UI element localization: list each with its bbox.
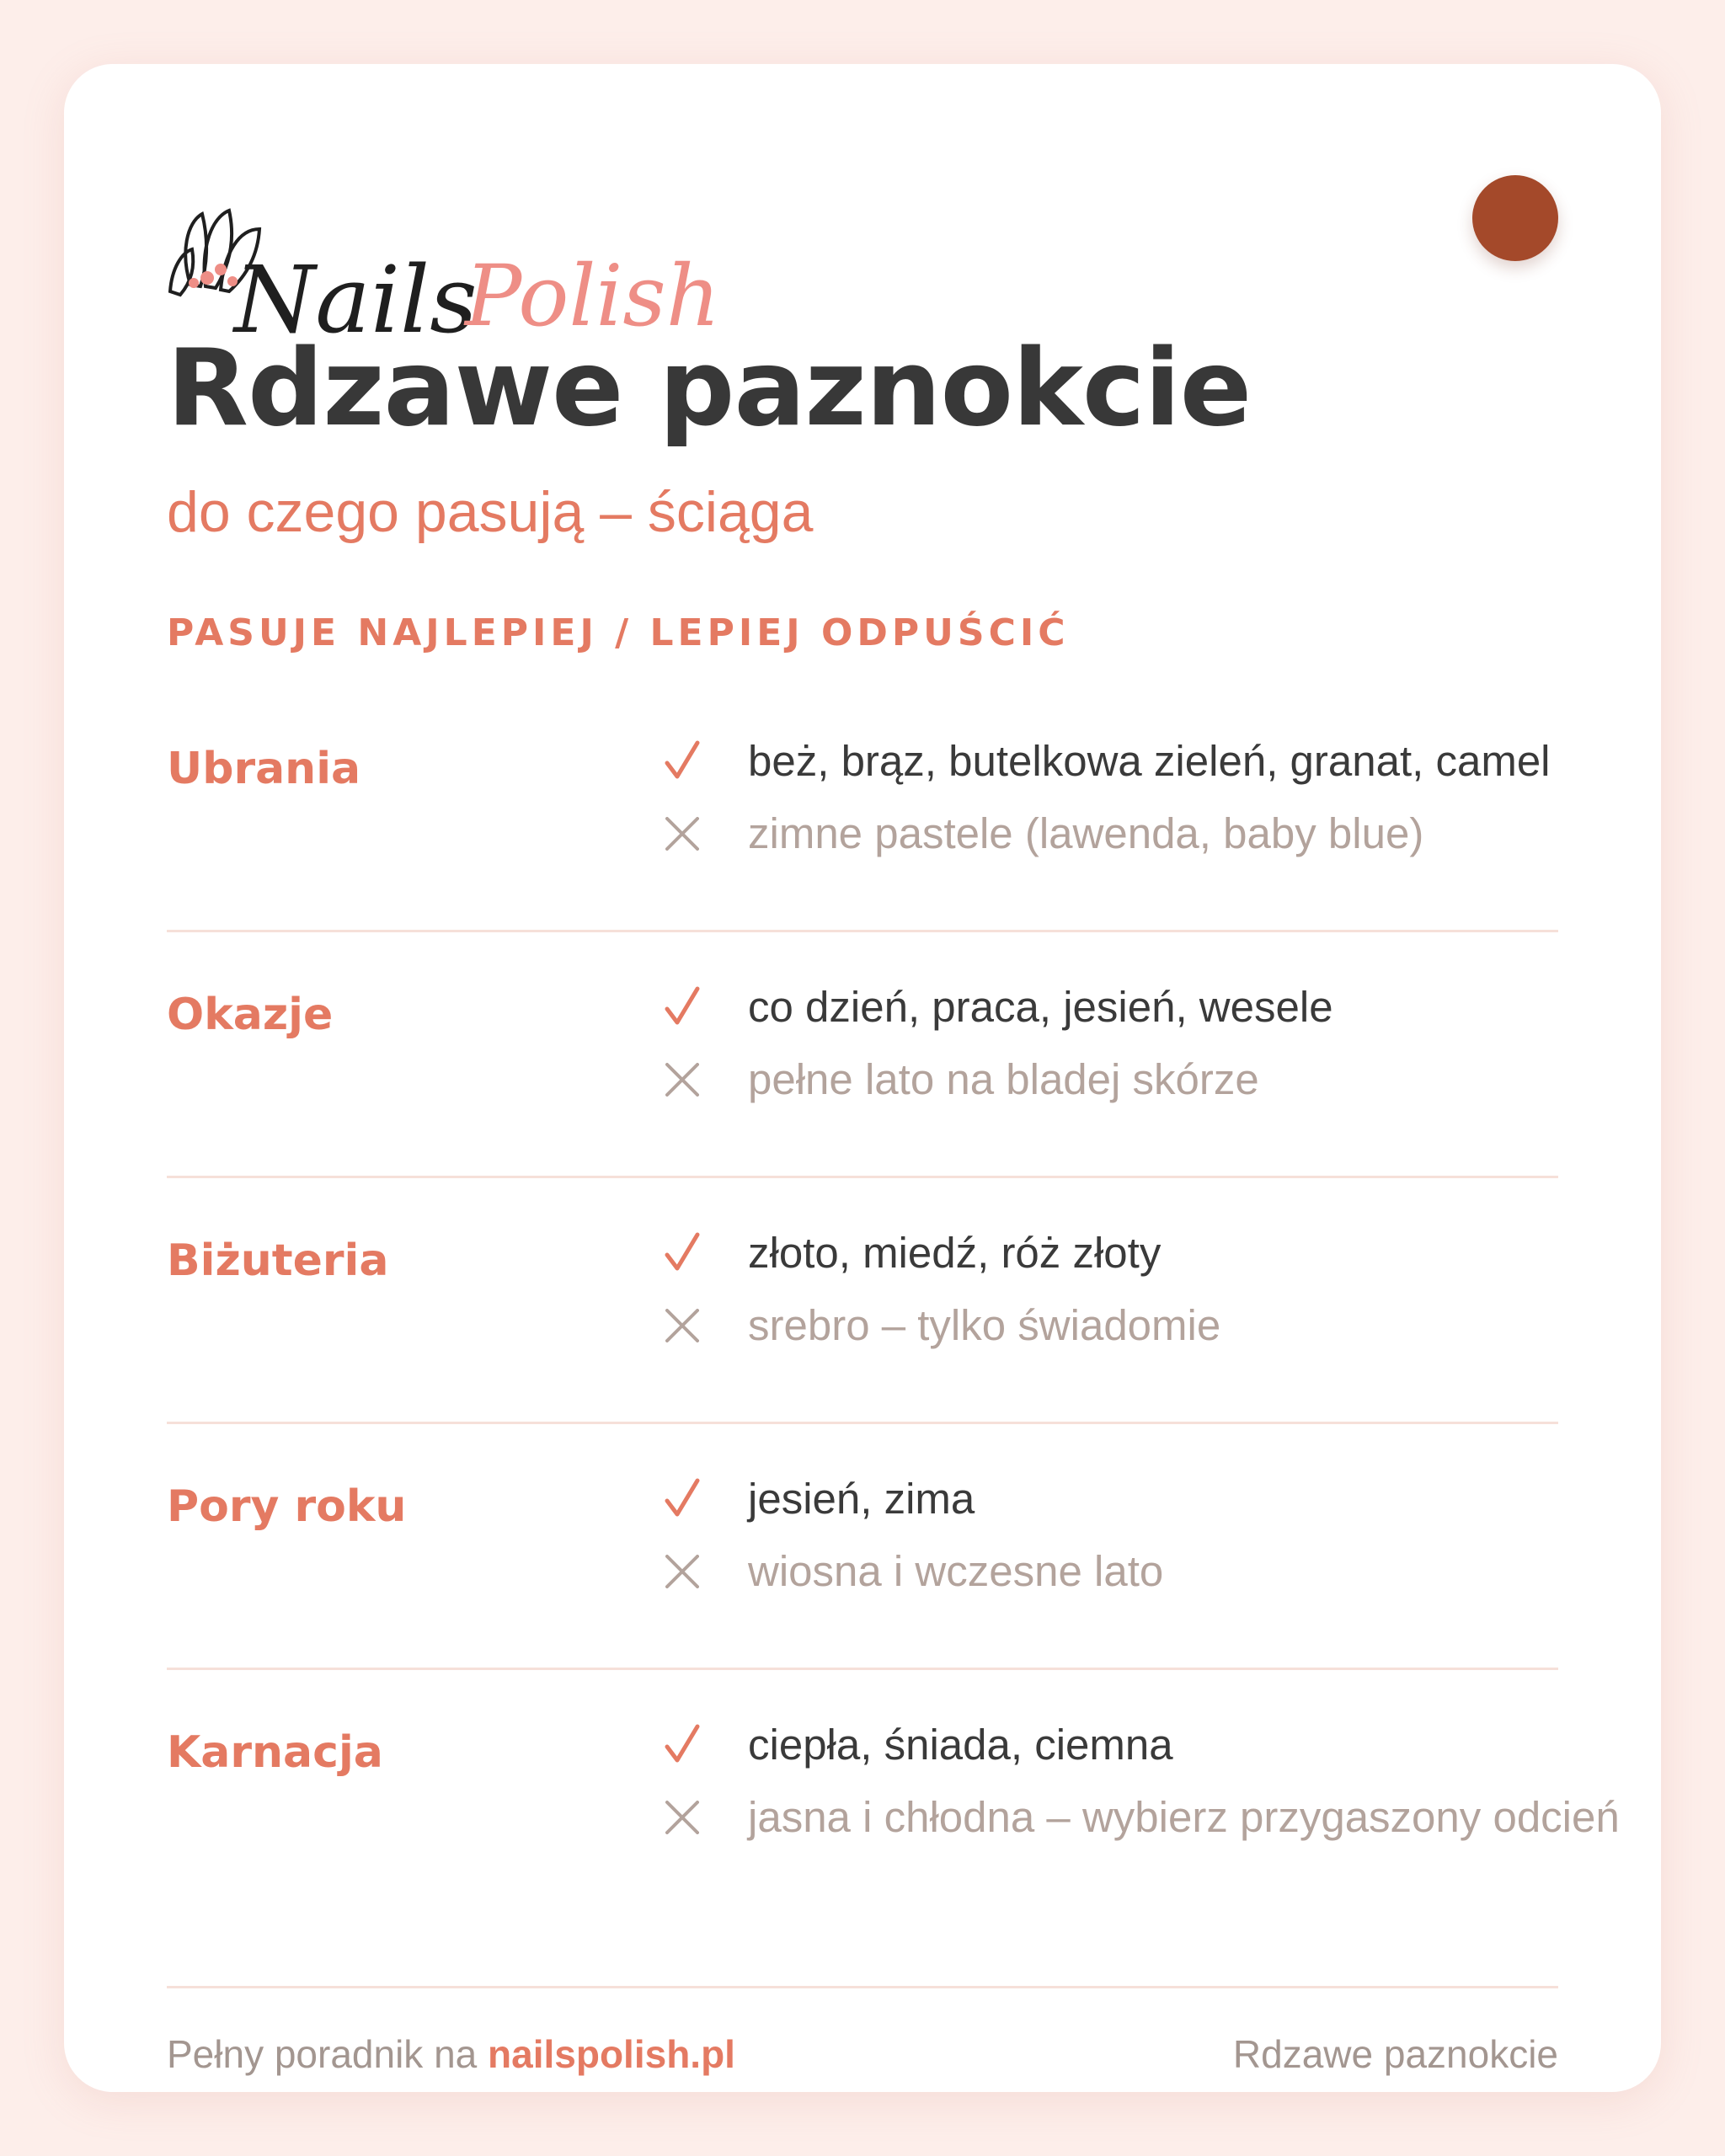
card <box>64 64 1661 2092</box>
bad-line <box>657 1784 1620 1851</box>
row-karnacja <box>167 1721 1620 1969</box>
good-text: ciepła, śniada, ciemna <box>748 1721 1173 1769</box>
nailspolish-logo <box>165 158 729 344</box>
check-icon <box>657 985 708 1029</box>
good-text: jesień, zima <box>748 1475 975 1524</box>
row-category: Ubrania <box>167 744 361 794</box>
bad-text: wiosna i wczesne lato <box>748 1547 1164 1596</box>
row-divider <box>167 1176 1558 1178</box>
footer-guide <box>167 2031 735 2077</box>
good-line <box>657 1219 1161 1287</box>
footer-guide-text: Pełny poradnik na <box>167 2032 489 2076</box>
good-line <box>657 974 1333 1041</box>
row-category: Karnacja <box>167 1727 383 1778</box>
logo-word-polish: Polish <box>465 247 721 344</box>
check-icon <box>657 1723 708 1767</box>
bad-line <box>657 1292 1220 1359</box>
row-category: Biżuteria <box>167 1235 389 1286</box>
row-category: Okazje <box>167 990 334 1040</box>
row-category: Pory roku <box>167 1481 407 1532</box>
check-icon <box>657 739 708 783</box>
logo-word-nails: Nails <box>234 246 478 344</box>
row-pory-roku <box>167 1475 1558 1723</box>
cross-icon <box>657 1063 708 1097</box>
good-text: złoto, miedź, róż złoty <box>748 1229 1162 1278</box>
row-divider <box>167 930 1558 932</box>
footer-title: Rdzawe paznokcie <box>1232 2032 1558 2076</box>
bad-line <box>657 800 1423 867</box>
check-icon <box>657 1231 708 1275</box>
row-ubrania <box>167 737 1558 985</box>
row-divider <box>167 1668 1558 1670</box>
color-swatch <box>1472 175 1558 261</box>
page-title: Rdzawe paznokcie <box>167 326 1252 450</box>
good-line <box>657 728 1551 795</box>
good-text: beż, brąz, butelkowa zieleń, granat, camel <box>748 737 1551 786</box>
good-line <box>657 1465 975 1533</box>
bad-text: zimne pastele (lawenda, baby blue) <box>748 809 1424 858</box>
row-divider <box>167 1422 1558 1424</box>
cross-icon <box>657 817 708 851</box>
bad-text: srebro – tylko świadomie <box>748 1301 1221 1350</box>
bad-text: pełne lato na bladej skórze <box>748 1055 1259 1104</box>
bad-line <box>657 1538 1163 1605</box>
cross-icon <box>657 1801 708 1834</box>
cross-icon <box>657 1309 708 1342</box>
good-line <box>657 1711 1173 1779</box>
footer-site-link[interactable]: nailspolish.pl <box>488 2032 735 2076</box>
cross-icon <box>657 1555 708 1588</box>
page-subtitle: do czego pasują – ściąga <box>167 480 814 544</box>
bad-line <box>657 1046 1259 1113</box>
good-text: co dzień, praca, jesień, wesele <box>748 983 1333 1032</box>
row-bizuteria <box>167 1229 1558 1477</box>
footer-divider <box>167 1986 1558 1988</box>
check-icon <box>657 1477 708 1521</box>
section-label: PASUJE NAJLEPIEJ / LEPIEJ ODPUŚCIĆ <box>167 611 1070 654</box>
bad-text: jasna i chłodna – wybierz przygaszony odcień <box>748 1793 1620 1842</box>
row-okazje <box>167 983 1558 1231</box>
